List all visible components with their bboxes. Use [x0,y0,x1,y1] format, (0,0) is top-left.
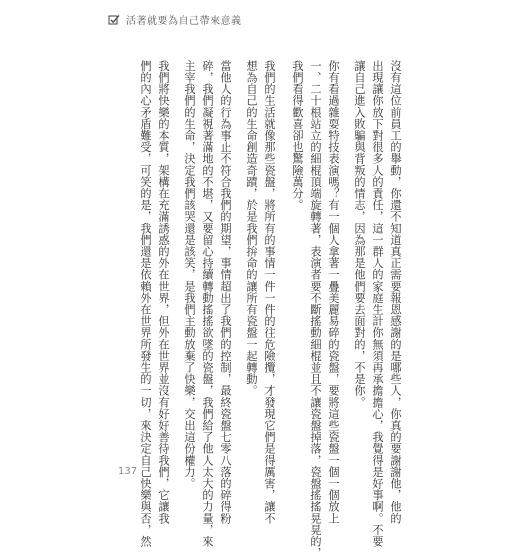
text-column: 我們將快樂的本質，架構在充滿誘惑的外在世界，但外在世界並沒有好好善待我們，它讓我 [157,60,170,524]
text-column: 我們看得歡喜卻也驚險萬分。 [291,60,304,211]
text-column: 一、二十根站立的細棍頂端旋轉著，表演者要不斷搖動細棍並且不讓瓷盤掉落，瓷盤搖搖晃晃的， [309,60,322,559]
text-column: 主宰我們的生命，決定我們該哭還是該笑，是我們主動放棄了快樂，交出這份權力。 [183,60,196,490]
page-number: 137 [118,466,138,477]
text-column: 我們的生活就像那些瓷盤，將所有的事情一件一件的往危險攬，才發現它們是得厲害，讓不 [263,60,276,524]
text-column: 讓自己進入敗騙與背叛的情志，因為那是他們要去面對的，不是你。 [353,60,366,408]
text-column: 們的內心矛盾難受，可笑的是，我們還是依賴外在世界所發生的一切，來決定自己快樂與否，然 [139,60,152,548]
text-column: 當他人的行為事止不符合我們的期望，事情超出了我們的控制，最終瓷盤七零八落的碎得粉 [219,60,232,524]
text-column: 碎，我們凝視著滿地的不堪，又要留心持續轉動搖搖欲墜的瓷盤，我們給了他人太大的力量，來 [201,60,214,548]
text-column: 出現讓你放下對很多人的責任，這一群人的家庭生計你無須再承擔擔心，我覺得是好事啊。不要 [371,60,384,548]
text-column: 想為自己的生命創造奇蹟，於是我們拚命的讓所有瓷盤一起轉動。 [245,60,258,397]
chapter-title: 活著就要為自己帶來意義 [126,16,242,27]
text-column: 你有看過雜耍特技表演嗎？有一個人拿著一疊美麗易碎的瓷盤，要將這些瓷盤一個一個放上 [327,60,340,524]
text-column: 沒有這位前員工的舉動，你還不知道真正需要報恩感謝的是哪些人，你真的要謝謝他，他的 [389,60,402,524]
